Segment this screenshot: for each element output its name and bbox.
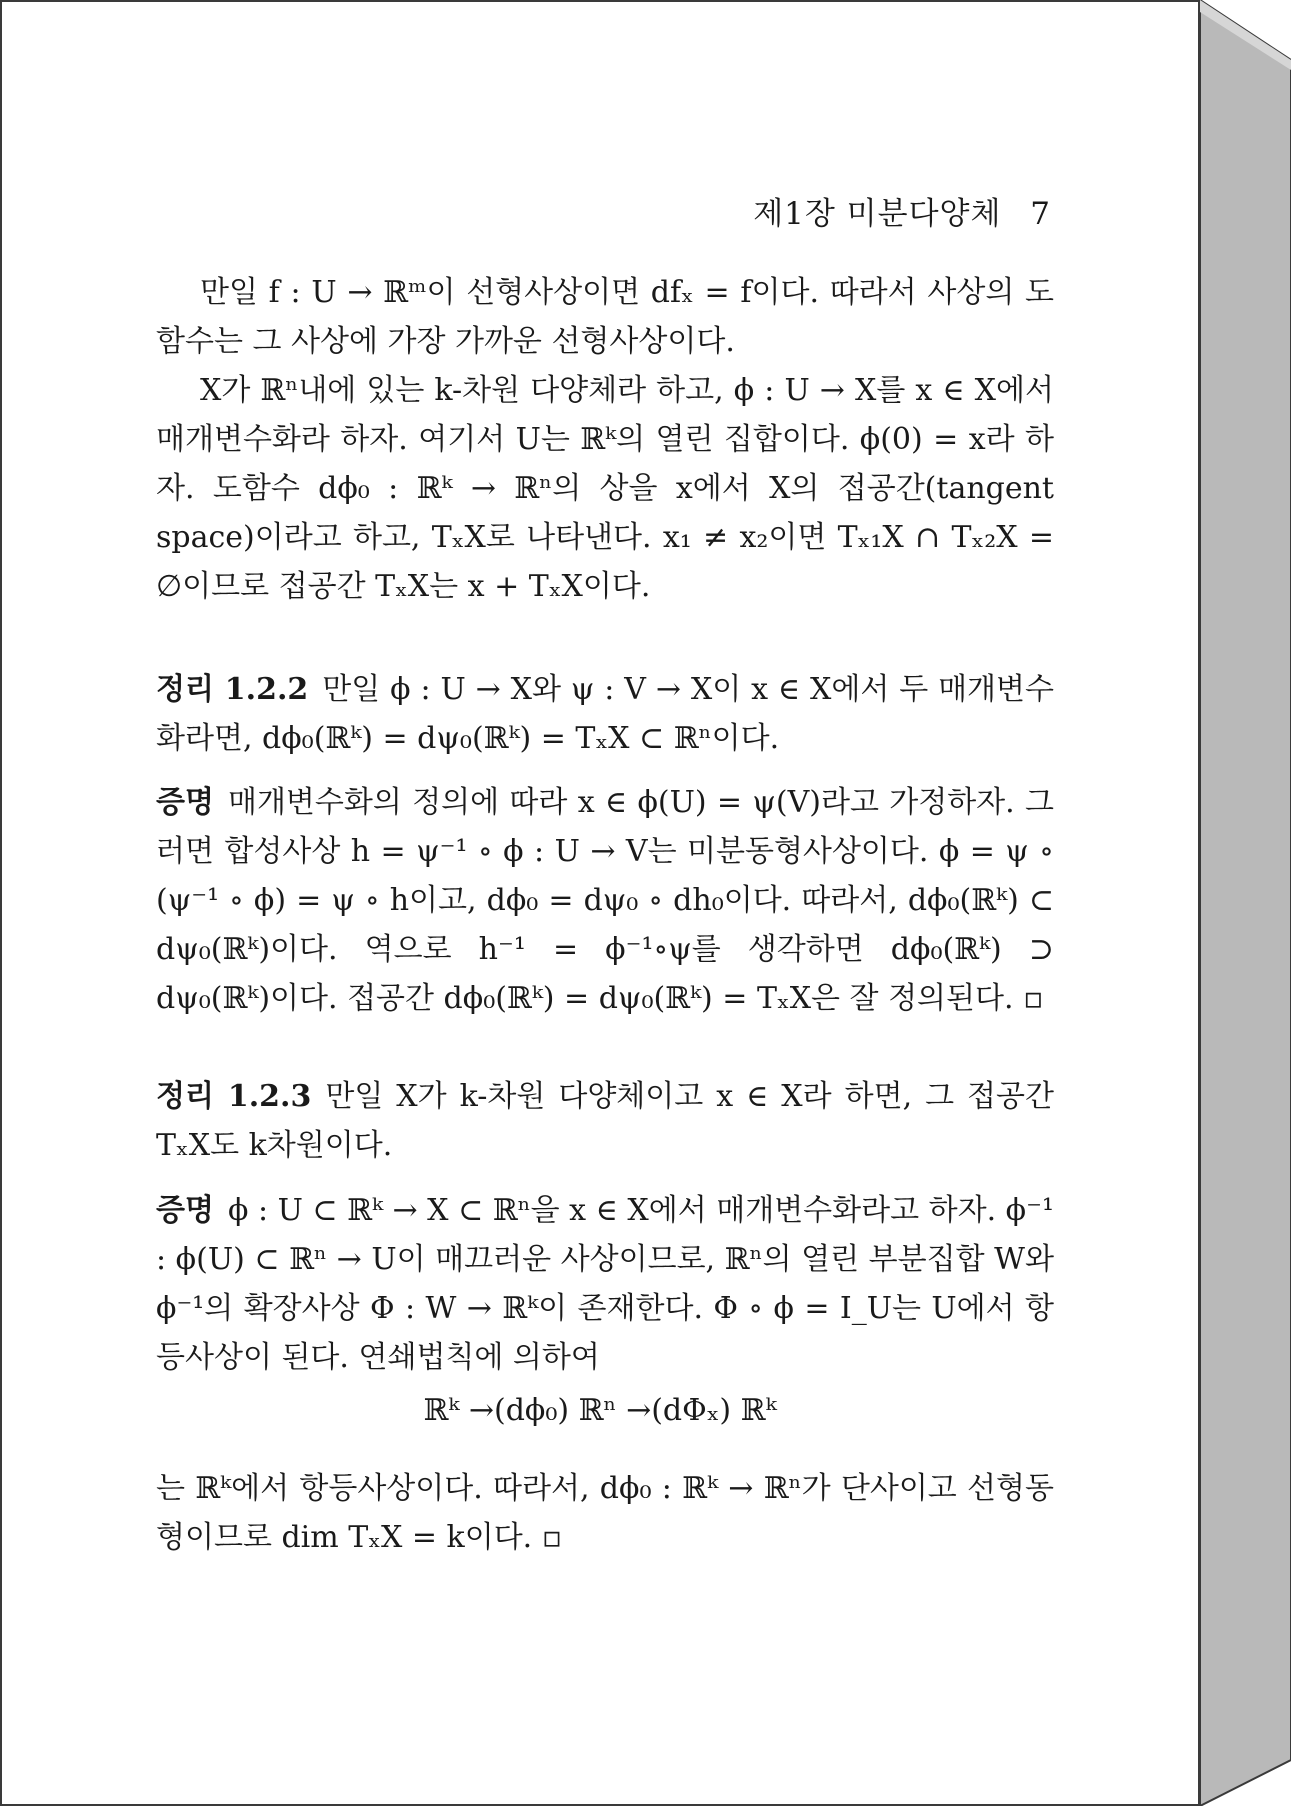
proof-text: 매개변수화의 정의에 따라 x ∈ ϕ(U) = ψ(V)라고 가정하자. 그러면 합성사상 h = ψ⁻¹ ∘ ϕ : U → V는 미분동형사상이다. ϕ = ψ ∘ (ψ⁻¹ ∘ ϕ) = ψ ∘ h이고, dϕ₀ = dψ₀ ∘ dh₀이다. 따라서, dϕ₀(ℝᵏ) ⊂ dψ₀(ℝᵏ)이다. 역으로 h⁻¹ = ϕ⁻¹∘ψ를 생각하면 dϕ₀(ℝᵏ) ⊃ dψ₀(ℝᵏ)이다. 접공간 dϕ₀(ℝᵏ) = dψ₀(ℝᵏ) = TₓX은 잘 정의된다. ▫ [156, 785, 1054, 1016]
chapter-title: 제1장 미분다양체 [753, 196, 1002, 232]
running-header [753, 188, 1051, 233]
intro-section [156, 268, 1054, 611]
theorem-label: 정리 1.2.2 [156, 672, 309, 707]
proof-text: ϕ : U ⊂ ℝᵏ → X ⊂ ℝⁿ을 x ∈ X에서 매개변수화라고 하자. ϕ⁻¹ : ϕ(U) ⊂ ℝⁿ → U이 매끄러운 사상이므로, ℝⁿ의 열린 부분집합 W와 ϕ⁻¹의 확장사상 Φ : W → ℝᵏ이 존재한다. Φ ∘ ϕ = I_U는 U에서 항등사상이 된다. 연쇄법칙에 의하여 [156, 1193, 1054, 1375]
proof-label: 증명 [156, 785, 214, 820]
display-equation: ℝᵏ →(dϕ₀) ℝⁿ →(dΦₓ) ℝᵏ [423, 1393, 777, 1428]
paragraph-tangent-space: X가 ℝⁿ내에 있는 k-차원 다양체라 하고, ϕ : U → X를 x ∈ X에서 매개변수화라 하자. 여기서 U는 ℝᵏ의 열린 집합이다. ϕ(0) = x라 하자. 도함수 dϕ₀ : ℝᵏ → ℝⁿ의 상을 x에서 X의 접공간(tangent space)이라고 하고, TₓX로 나타낸다. x₁ ≠ x₂이면 Tₓ₁X ∩ Tₓ₂X = ∅이므로 접공간 TₓX는 x + TₓX이다. [156, 373, 1054, 604]
theorem-statement: 만일 ϕ : U → X와 ψ : V → X이 x ∈ X에서 두 매개변수화라면, dϕ₀(ℝᵏ) = dψ₀(ℝᵏ) = TₓX ⊂ ℝⁿ이다. [156, 672, 1055, 756]
page-number: 7 [1030, 196, 1051, 232]
theorem-1-2-3 [156, 1072, 1054, 1170]
theorem-1-2-2 [156, 665, 1054, 763]
proof-2 [156, 1186, 1054, 1382]
proof-label: 증명 [156, 1193, 214, 1228]
theorem-label: 정리 1.2.3 [156, 1079, 312, 1114]
paragraph-linear-map: 만일 f : U → ℝᵐ이 선형사상이면 dfₓ = f이다. 따라서 사상의 도함수는 그 사상에 가장 가까운 선형사상이다. [156, 275, 1054, 359]
proof-2-conclusion: 는 ℝᵏ에서 항등사상이다. 따라서, dϕ₀ : ℝᵏ → ℝⁿ가 단사이고 선형동형이므로 dim TₓX = k이다. ▫ [156, 1471, 1054, 1555]
proof-1 [156, 778, 1054, 1023]
theorem-statement: 만일 X가 k-차원 다양체이고 x ∈ X라 하면, 그 접공간 TₓX도 k차원이다. [156, 1079, 1054, 1163]
book-edge-shading [1200, 0, 1291, 1806]
